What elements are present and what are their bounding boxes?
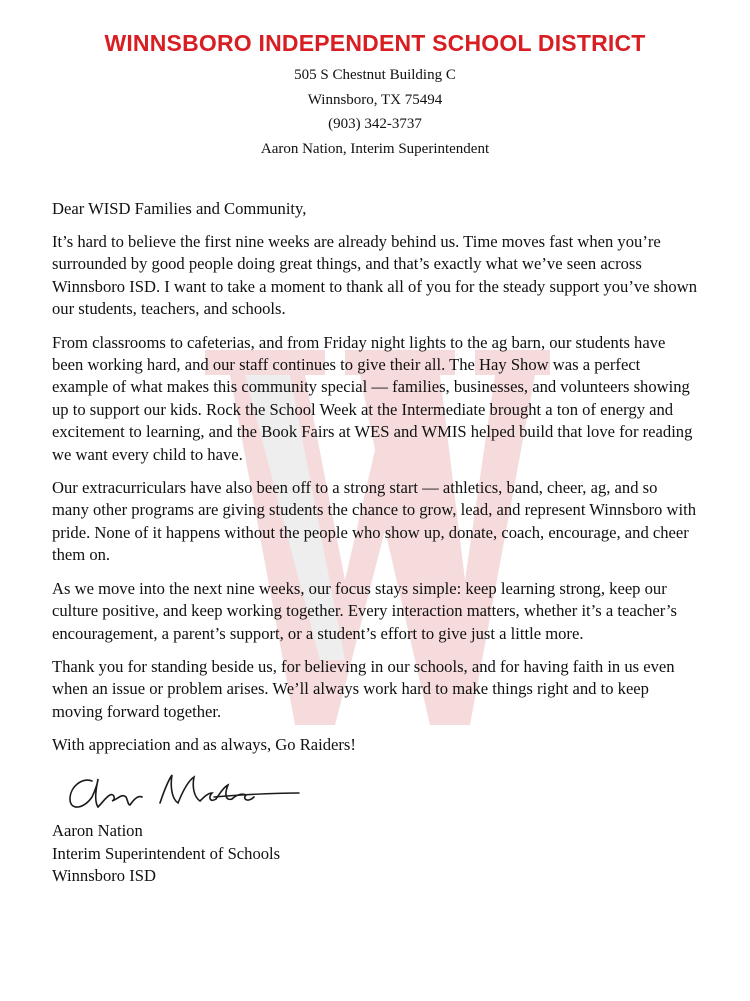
superintendent-line: Aaron Nation, Interim Superintendent	[260, 140, 490, 157]
body-paragraph-1: It’s hard to believe the first nine weeks are already behind us. Time moves fast when you’re surrounded by good people doing great things, and that’s exactly what we’ve seen across Winnsboro ISD. I want to take a moment to thank all of you for the steady support you’ve shown our students, teachers, and schools.	[52, 232, 697, 319]
phone-number: (903) 342-3737	[328, 116, 422, 132]
body-paragraph-4: As we move into the next nine weeks, our focus stays simple: keep learning strong, keep our culture positive, and keep working together. Every interaction matters, whether it’s a teacher’s encouragement, a parent’s support, or a student’s effort to give just a little more.	[52, 578, 677, 643]
salutation: Dear WISD Families and Community,	[52, 199, 307, 218]
address-line-1: 505 S Chestnut Building C	[294, 67, 456, 83]
signature-block	[52, 820, 698, 888]
body-paragraph-2: From classrooms to cafeterias, and from Friday night lights to the ag barn, our students have been working hard, and our staff continues to give their all. The Hay Show was a perfect example of what makes this community special — families, businesses, and volunteers showing up to support our kids. Rock the School Week at the Intermediate brought a ton of energy and excitement to learning, and the Book Fairs at WES and WMIS helped build that love for reading we want every child to have.	[52, 332, 693, 464]
district-name-heading: WINNSBORO INDEPENDENT SCHOOL DISTRICT	[104, 30, 646, 56]
body-paragraph-3: Our extracurriculars have also been off to a strong start — athletics, band, cheer, ag, and so many other programs are giving students the chance to grow, lead, and represent Winnsboro with pride. None of it happens without the people who show up, donate, coach, encourage, and cheer them on.	[52, 478, 697, 565]
signer-name: Aaron Nation	[52, 821, 143, 841]
signer-title: Interim Superintendent of Schools	[52, 843, 281, 863]
address-line-2: Winnsboro, TX 75494	[307, 91, 443, 108]
handwritten-signature	[64, 763, 304, 818]
letterhead-address-block	[52, 63, 698, 161]
letter-page	[0, 30, 750, 888]
signer-organization: Winnsboro ISD	[52, 866, 156, 886]
body-paragraph-5: Thank you for standing beside us, for believing in our schools, and for having faith in us even when an issue or problem arises. We’ll always work hard to make things right and to keep moving forward together.	[52, 656, 675, 721]
closing-line: With appreciation and as always, Go Raiders!	[52, 735, 356, 755]
